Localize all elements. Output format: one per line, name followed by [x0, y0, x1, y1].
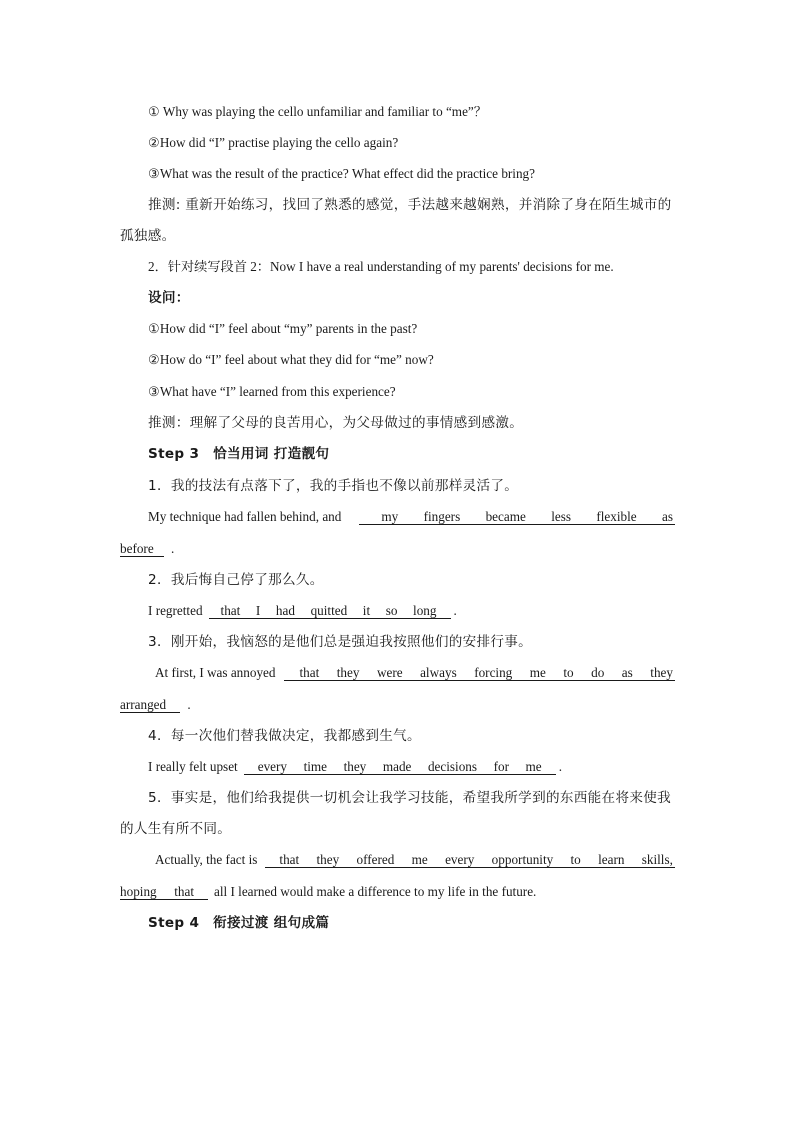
- sentence-5-answer-tail: [120, 884, 208, 900]
- sentence-1-english: [148, 508, 675, 526]
- period: .: [558, 759, 563, 774]
- answer-word: to: [563, 665, 574, 680]
- ask-label: 设问：: [148, 290, 190, 306]
- answer-word: had: [275, 603, 295, 618]
- sentence-5-chinese-line-2: 的人生有所不同。: [120, 821, 232, 837]
- answer-word: that: [220, 603, 241, 618]
- answer-word: flexible: [596, 509, 637, 524]
- sentence-3-answer-tail: arranged: [120, 697, 180, 713]
- answer-word: long: [413, 603, 437, 618]
- answer-word: hoping: [120, 884, 157, 899]
- answer-word: that: [279, 852, 300, 867]
- sentence-2-english: [148, 602, 457, 620]
- sentence-3-prefix: At first, I was annoyed: [155, 665, 276, 680]
- answer-word: as: [661, 509, 673, 524]
- answer-word: so: [385, 603, 398, 618]
- period: .: [453, 603, 457, 618]
- answer-word: I: [255, 603, 261, 618]
- question-1: ① Why was playing the cello unfamiliar and familiar to “me”？: [148, 104, 487, 119]
- answer-word: every: [445, 852, 475, 867]
- step-4-heading: Step 4 衔接过渡 组句成篇: [148, 915, 330, 931]
- answer-word: less: [551, 509, 571, 524]
- sentence-1-chinese: 1．我的技法有点落下了，我的手指也不像以前那样灵活了。: [148, 478, 519, 494]
- answer-word: were: [376, 665, 403, 680]
- answer-word: offered: [356, 852, 395, 867]
- answer-word: they: [650, 665, 673, 680]
- sentence-5-continuation: [120, 883, 536, 901]
- sentence-3-answer: [284, 665, 676, 681]
- answer-word: my: [381, 509, 399, 524]
- answer-word: me: [411, 852, 428, 867]
- answer-word: time: [303, 759, 328, 774]
- sentence-5-english: [155, 851, 675, 869]
- question-6: ③What have “I” learned from this experience?: [148, 384, 396, 399]
- inference-1-line-1: 推测: 重新开始练习，找回了熟悉的感觉，手法越来越娴熟，并消除了身在陌生城市的: [148, 197, 672, 213]
- answer-word: do: [591, 665, 605, 680]
- question-2: ②How did “I” practise playing the cello again?: [148, 135, 399, 150]
- question-4: ①How did “I” feel about “my” parents in the past?: [148, 321, 418, 336]
- answer-word: learn: [598, 852, 625, 867]
- sentence-1-answer: [359, 509, 675, 525]
- sentence-5-prefix: Actually, the fact is: [155, 852, 258, 867]
- answer-word: every: [257, 759, 288, 774]
- answer-word: made: [382, 759, 412, 774]
- sentence-3-english: [155, 664, 675, 682]
- sentence-4-chinese: 4．每一次他们替我做决定，我都感到生气。: [148, 728, 421, 744]
- answer-word: became: [485, 509, 526, 524]
- question-3: ③What was the result of the practice? What effect did the practice bring?: [148, 166, 536, 181]
- answer-word: me: [525, 759, 542, 774]
- sentence-5-rest: all I learned would make a difference to my life in the future.: [214, 884, 537, 899]
- answer-word: always: [420, 665, 457, 680]
- answer-word: it: [362, 603, 371, 618]
- answer-word: skills,: [641, 852, 673, 867]
- answer-word: quitted: [310, 603, 348, 618]
- answer-word: they: [336, 665, 360, 680]
- sentence-2-prefix: I regretted: [148, 603, 203, 618]
- sentence-5-answer: [265, 852, 675, 868]
- answer-word: for: [493, 759, 509, 774]
- sentence-1-continuation: [120, 540, 174, 558]
- answer-word: they: [316, 852, 340, 867]
- answer-word: that: [299, 665, 320, 680]
- sentence-4-english: [148, 758, 562, 776]
- sentence-3-chinese: 3．刚开始，我恼怒的是他们总是强迫我按照他们的安排行事。: [148, 634, 533, 650]
- answer-word: me: [529, 665, 546, 680]
- sentence-4-prefix: I really felt upset: [148, 759, 238, 774]
- answer-word: fingers: [423, 509, 461, 524]
- sentence-1-prefix: My technique had fallen behind, and: [148, 509, 342, 524]
- inference-2: 推测：理解了父母的良苦用心，为父母做过的事情感到感激。: [148, 415, 524, 431]
- period: .: [187, 697, 191, 712]
- answer-word: they: [343, 759, 367, 774]
- sentence-2-answer: [209, 603, 451, 619]
- sentence-3-continuation: [120, 696, 191, 714]
- answer-word: to: [570, 852, 581, 867]
- sentence-1-answer-tail: before: [120, 541, 164, 557]
- sentence-2-chinese: 2．我后悔自己停了那么久。: [148, 572, 324, 588]
- sentence-5-chinese-line-1: 5．事实是，他们给我提供一切机会让我学习技能，希望我所学到的东西能在将来使我: [148, 790, 672, 806]
- answer-word: as: [621, 665, 633, 680]
- answer-word: forcing: [474, 665, 513, 680]
- paragraph-2-heading: 2．针对续写段首 2：Now I have a real understanding of my parents' decisions for me.: [148, 259, 614, 274]
- period: .: [170, 541, 175, 556]
- step-3-heading: Step 3 恰当用词 打造靓句: [148, 446, 330, 462]
- answer-word: opportunity: [491, 852, 554, 867]
- inference-1-line-2: 孤独感。: [120, 228, 176, 244]
- question-5: ②How do “I” feel about what they did for “me” now?: [148, 352, 434, 367]
- sentence-4-answer: [244, 759, 556, 775]
- answer-word: that: [174, 884, 194, 899]
- answer-word: decisions: [427, 759, 478, 774]
